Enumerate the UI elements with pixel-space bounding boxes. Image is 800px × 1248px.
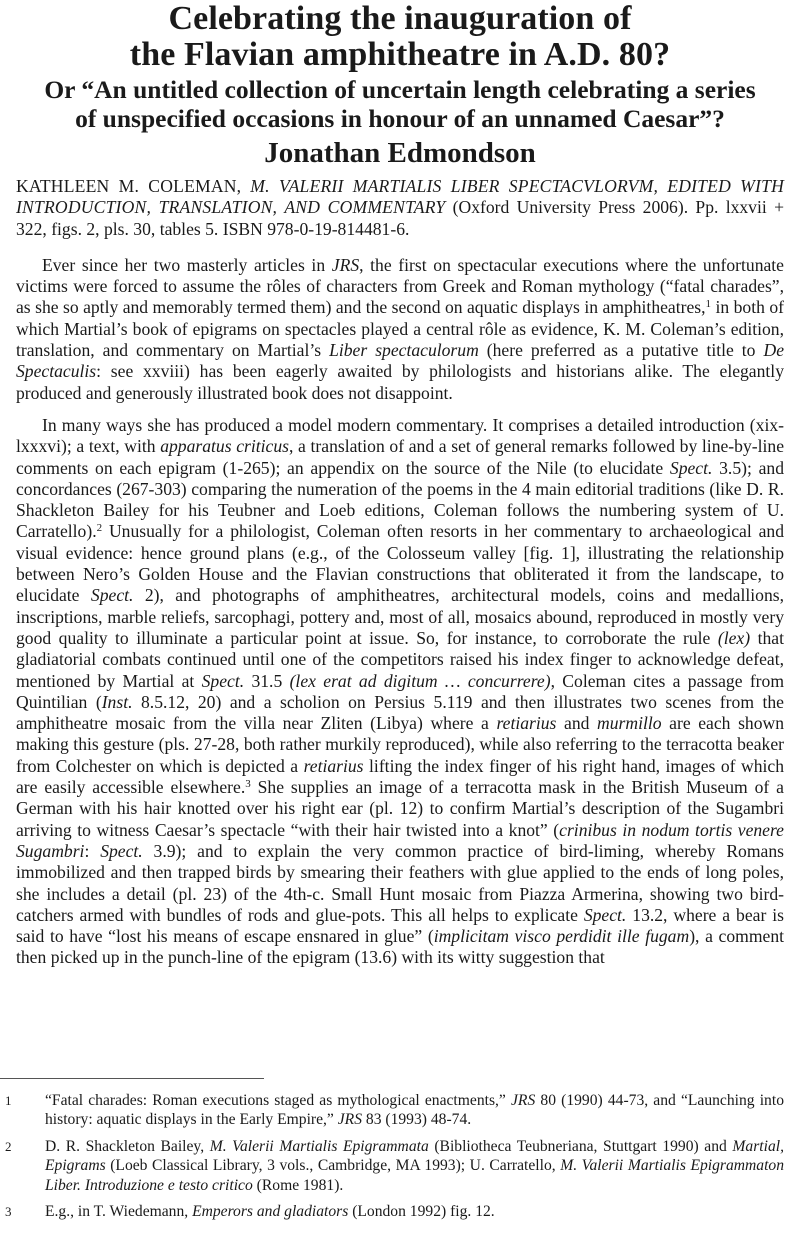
latin-quote: crinibus in nodum tortis venere Sugambri [16, 819, 784, 861]
subtitle-line-2: of unspecified occasions in honour of an unnamed Caesar”? [75, 104, 725, 133]
text: (Rome 1981). [256, 1176, 344, 1194]
text: are each shown making this gesture (pls. 27-28, both rather murkily reproduced), while also referring to the terracotta beaker from Colchester on which is depicted a [16, 713, 785, 776]
article-subtitle [0, 75, 800, 133]
latin-quote: implicitam visco perdidit ille fugam [433, 926, 690, 947]
citation-details: (Oxford University Press 2006). Pp. lxxvii + 322, figs. 2, pls. 30, tables 5. ISBN 978-0-19-814481-6. [16, 197, 784, 239]
book-title: Martial, Epigrams [45, 1137, 784, 1175]
text: and [564, 713, 590, 734]
latin-term: Spect. [583, 904, 627, 925]
text: “Fatal charades: Roman executions staged as mythological enactments,” [45, 1092, 506, 1109]
text: , a translation of and a set of general remarks followed by line-by-line comments on each epigram (1-265); an appendix on the source of the Nile (to elucidate [16, 436, 784, 478]
text: D. R. Shackleton Bailey, [45, 1137, 205, 1155]
footnote-number: 1 [5, 1093, 12, 1108]
text: (London 1992) fig. 12. [352, 1203, 495, 1221]
citation-book-title: M. VALERII MARTIALIS LIBER SPECTACVLORVM, EDITED WITH INTRODUCTION, TRANSLATION, AND COMMENTARY [16, 176, 784, 218]
text: : [84, 840, 90, 861]
footnote-1 [0, 1091, 800, 1130]
text: (Bibliotheca Teubneriana, Stuttgart 1990) and [434, 1137, 727, 1155]
text: Unusually for a philologist, Coleman often resorts in her commentary to archaeological and visual evidence: hence ground plans (e.g., of the Colosseum valley [fig. 1], illustrating the relationship between Nero’s Golden House and the Flavian constructions that obliterated it from the landscape, to elucidate [16, 521, 784, 606]
footnote-text [45, 1202, 784, 1221]
text: lifting the index finger of his right hand, images of which are easily accessible elsewhere. [16, 755, 784, 798]
subtitle-line-1: Or “An untitled collection of uncertain length celebrating a series [44, 75, 756, 104]
article-title [0, 0, 800, 73]
text: 8.5.12, 20) and a scholion on Persius 5.119 and then illustrates two scenes from the amphitheatre mosaic from the villa near Zliten (Libya) where a [16, 691, 784, 734]
text: that gladiatorial combats continued until one of the competitors raised his index finger to acknowledge defeat, mentioned by Martial at [16, 627, 784, 691]
text: 13.2, where a bear is said to have “lost his means of escape ensnared in glue” ( [16, 904, 784, 947]
latin-term: Spect. [201, 670, 245, 691]
latin-term: (lex) [717, 627, 751, 648]
footnote-ref-2[interactable]: 2 [96, 522, 103, 535]
book-title: M. Valerii Martialis Epigrammata [209, 1137, 429, 1155]
text: Ever since her two masterly articles in [42, 254, 326, 275]
latin-quote: (lex erat ad digitum … concurrere) [289, 670, 551, 691]
text: ), a comment then picked up in the punch-line of the epigram (13.6) with its witty suggestion that [16, 926, 785, 968]
text: She supplies an image of a terracotta mask in the British Museum of a German with his hair knotted over his right ear (pl. 12) to confirm Martial’s description of the Sugambri arriving to witness Caesar’s spectacle “with their hair twisted into a knot” ( [16, 777, 784, 840]
footnotes [0, 1091, 800, 1228]
journal-name: JRS [337, 1111, 362, 1129]
latin-term: apparatus criticus [160, 436, 289, 457]
paragraph-1 [16, 255, 784, 404]
footnote-separator [0, 1078, 264, 1079]
latin-term: Spect. [100, 840, 143, 861]
text: , the first on spectacular executions where the unfortunate victims were forced to assume the rôles of characters from Greek and Roman mythology (“fatal charades”, as she so aptly and memorably termed them) and the second on aquatic displays in amphitheatres, [16, 254, 784, 318]
text: In many ways she has produced a model modern commentary. It comprises a detailed introduction (xix-lxxxvi); a text, with [16, 414, 784, 457]
footnote-text [45, 1137, 784, 1195]
latin-term: Inst. [101, 691, 133, 712]
latin-term: retiarius [303, 755, 364, 776]
latin-title: De Spectaculis [16, 340, 784, 382]
title-line-2: the Flavian amphitheatre in A.D. 80? [129, 36, 671, 73]
text: 2), and photographs of amphitheatres, architectural models, coins and medallions, inscriptions, marble reliefs, sarcophagi, pottery and, most of all, mosaics abound, reproduced in mostly very good quality to illuminate a particular point at issue. So, for instance, to corroborate the rule [16, 585, 784, 648]
text: 80 (1990) 44-73, and “Launching into history: aquatic displays in the Early Empire,” [45, 1092, 784, 1129]
title-line-1: Celebrating the inauguration of [168, 0, 632, 37]
text: 3.9); and to explain the very common practice of bird-liming, whereby Romans immobilized and then trapped birds by smearing their feathers with glue applied to the ends of long poles, she includes a detail (pl. 23) of the 4th-c. Small Hunt mosaic from Piazza Armerina, showing two bird-catchers armed with bundles of rods and glue-pots. This all helps to explicate [16, 840, 784, 925]
text: 31.5 [251, 670, 283, 691]
latin-term: Spect. [669, 457, 713, 478]
footnote-2 [0, 1137, 800, 1195]
journal-name: JRS [331, 254, 360, 275]
citation-author: KATHLEEN M. COLEMAN, [16, 176, 242, 196]
text: : see xxviii) has been eagerly awaited by philologists and historians alike. The elegantly produced and generously illustrated book does not disappoint. [16, 361, 784, 403]
text: 3.5); and concordances (267-303) comparing the numeration of the poems in the 4 main editorial traditions (like D. R. Shackleton Bailey for his Teubner and Loeb editions, Coleman follows the numbering system of U. Carratello). [16, 457, 784, 542]
paragraph-2 [16, 415, 784, 969]
latin-term: retiarius [496, 713, 557, 734]
footnote-text [45, 1091, 784, 1130]
journal-name: JRS [511, 1092, 536, 1109]
footnote-ref-3[interactable]: 3 [245, 778, 251, 791]
footnote-3 [0, 1202, 800, 1221]
text: , Coleman cites a passage from Quintilian ( [16, 670, 785, 712]
latin-title: Liber spectaculorum [329, 340, 479, 361]
text: E.g., in T. Wiedemann, [45, 1203, 189, 1221]
text: in both of which Martial’s book of epigrams on spectacles played a central rôle as evidence, K. M. Coleman’s edition, translation, and commentary on Martial’s [16, 297, 784, 361]
latin-term: Spect. [90, 585, 134, 606]
text: 83 (1993) 48-74. [365, 1111, 472, 1129]
footnote-ref-1[interactable]: 1 [705, 298, 712, 311]
book-title: Emperors and gladiators [192, 1203, 349, 1221]
footnote-number: 2 [5, 1138, 12, 1154]
book-citation [16, 176, 784, 240]
footnote-number: 3 [5, 1204, 12, 1220]
text: (here preferred as a putative title to [486, 340, 756, 361]
latin-term: murmillo [597, 713, 662, 734]
text: (Loeb Classical Library, 3 vols., Cambridge, MA 1993); U. Carratello, [110, 1157, 556, 1175]
book-title: M. Valerii Martialis Epigrammaton Liber. Introduzione e testo critico [45, 1157, 785, 1194]
article-author: Jonathan Edmondson [264, 137, 536, 169]
